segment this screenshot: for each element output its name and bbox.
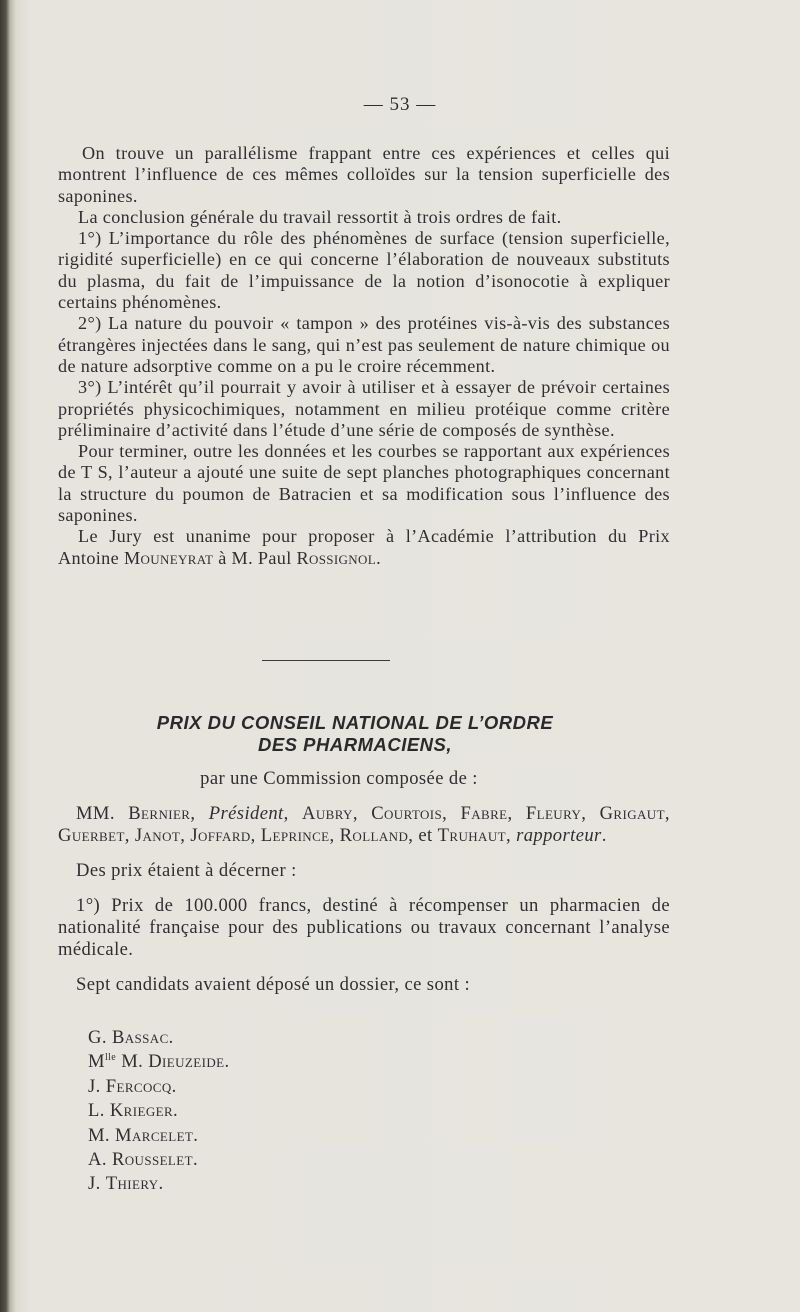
name-rossignol: Rossignol bbox=[296, 547, 377, 568]
paragraph: Pour terminer, outre les données et les courbes se rapportant aux expériences de T S, l’auteur a ajouté une suite de sept planches photographiques concernant la structure du poumon de Batracien et sa modification sous l’influence des saponines. bbox=[58, 441, 670, 526]
list-item: $M^{lle}$ M. Dieuzeide. bbox=[88, 1051, 230, 1073]
list-item: G. Bassac. bbox=[88, 1027, 174, 1048]
prize-description: 1°) Prix de 100.000 francs, destiné à récompenser un pharmacien de nationalité française pour des publications ou travaux concernant l’analyse médicale. bbox=[58, 895, 670, 960]
list-item: L. Krieger. bbox=[88, 1100, 179, 1122]
list-item: M. Marcelet. bbox=[88, 1124, 199, 1146]
paragraph: 3°) L’intérêt qu’il pourrait y avoir à utiliser et à essayer de prévoir certaines propriétés physicochimiques, notamment en milieu protéique comme critère préliminaire d’activité dans l’étude d’une série de composés de synthèse. bbox=[58, 377, 670, 440]
list-item: J. Fercocq. bbox=[88, 1075, 177, 1097]
name-mouneyrat: Mouneyrat bbox=[123, 547, 214, 568]
jury-decision: Le Jury est unanime pour proposer à l’Académie l’attribution du Prix Antoine Mouneyrat à M. Paul Rossignol. bbox=[58, 526, 670, 568]
report-conclusion bbox=[58, 143, 670, 569]
candidate-list bbox=[88, 1026, 230, 1197]
prize-section bbox=[58, 768, 670, 996]
paragraph: On trouve un parallélisme frappant entre ces expériences et celles qui montrent l’influence de ces mêmes colloïdes sur la tension superficielle des saponines. bbox=[58, 143, 670, 206]
candidates-intro: Sept candidats avaient déposé un dossier, ce sont : bbox=[76, 974, 471, 995]
paragraph: La conclusion générale du travail ressortit à trois ordres de fait. bbox=[78, 206, 562, 227]
list-item: J. Thiery. bbox=[88, 1173, 164, 1195]
paragraph: 2°) La nature du pouvoir « tampon » des protéines vis-à-vis des substances étrangères injectées dans le sang, qui n’est pas seulement de nature chimique ou de nature adsorptive comme on a pu le croire récemment. bbox=[58, 313, 670, 376]
commission-members: MM. Bernier, Président, Aubry, Courtois, Fabre, Fleury, Grigaut, Guerbet, Janot, Joffard, Leprince, Rolland, et Truhaut, rapporteur. bbox=[58, 803, 670, 846]
commission-line: par une Commission composée de : bbox=[200, 768, 478, 789]
section-divider bbox=[262, 660, 390, 661]
prizes-intro: Des prix étaient à décerner : bbox=[76, 860, 297, 881]
list-item: A. Rousselet. bbox=[88, 1149, 198, 1171]
paragraph: 1°) L’importance du rôle des phénomènes de surface (tension superficielle, rigidité superficielle) en ce qui concerne l’élaboration de nouveaux substituts du plasma, du fait de l’impuissance de la notion d’isonocotie à expliquer certains phénomènes. bbox=[58, 228, 670, 313]
prize-title: PRIX DU CONSEIL NATIONAL DE L’ORDRE DES PHARMACIENS, bbox=[156, 712, 554, 755]
page-number: — 53 — bbox=[363, 94, 437, 115]
